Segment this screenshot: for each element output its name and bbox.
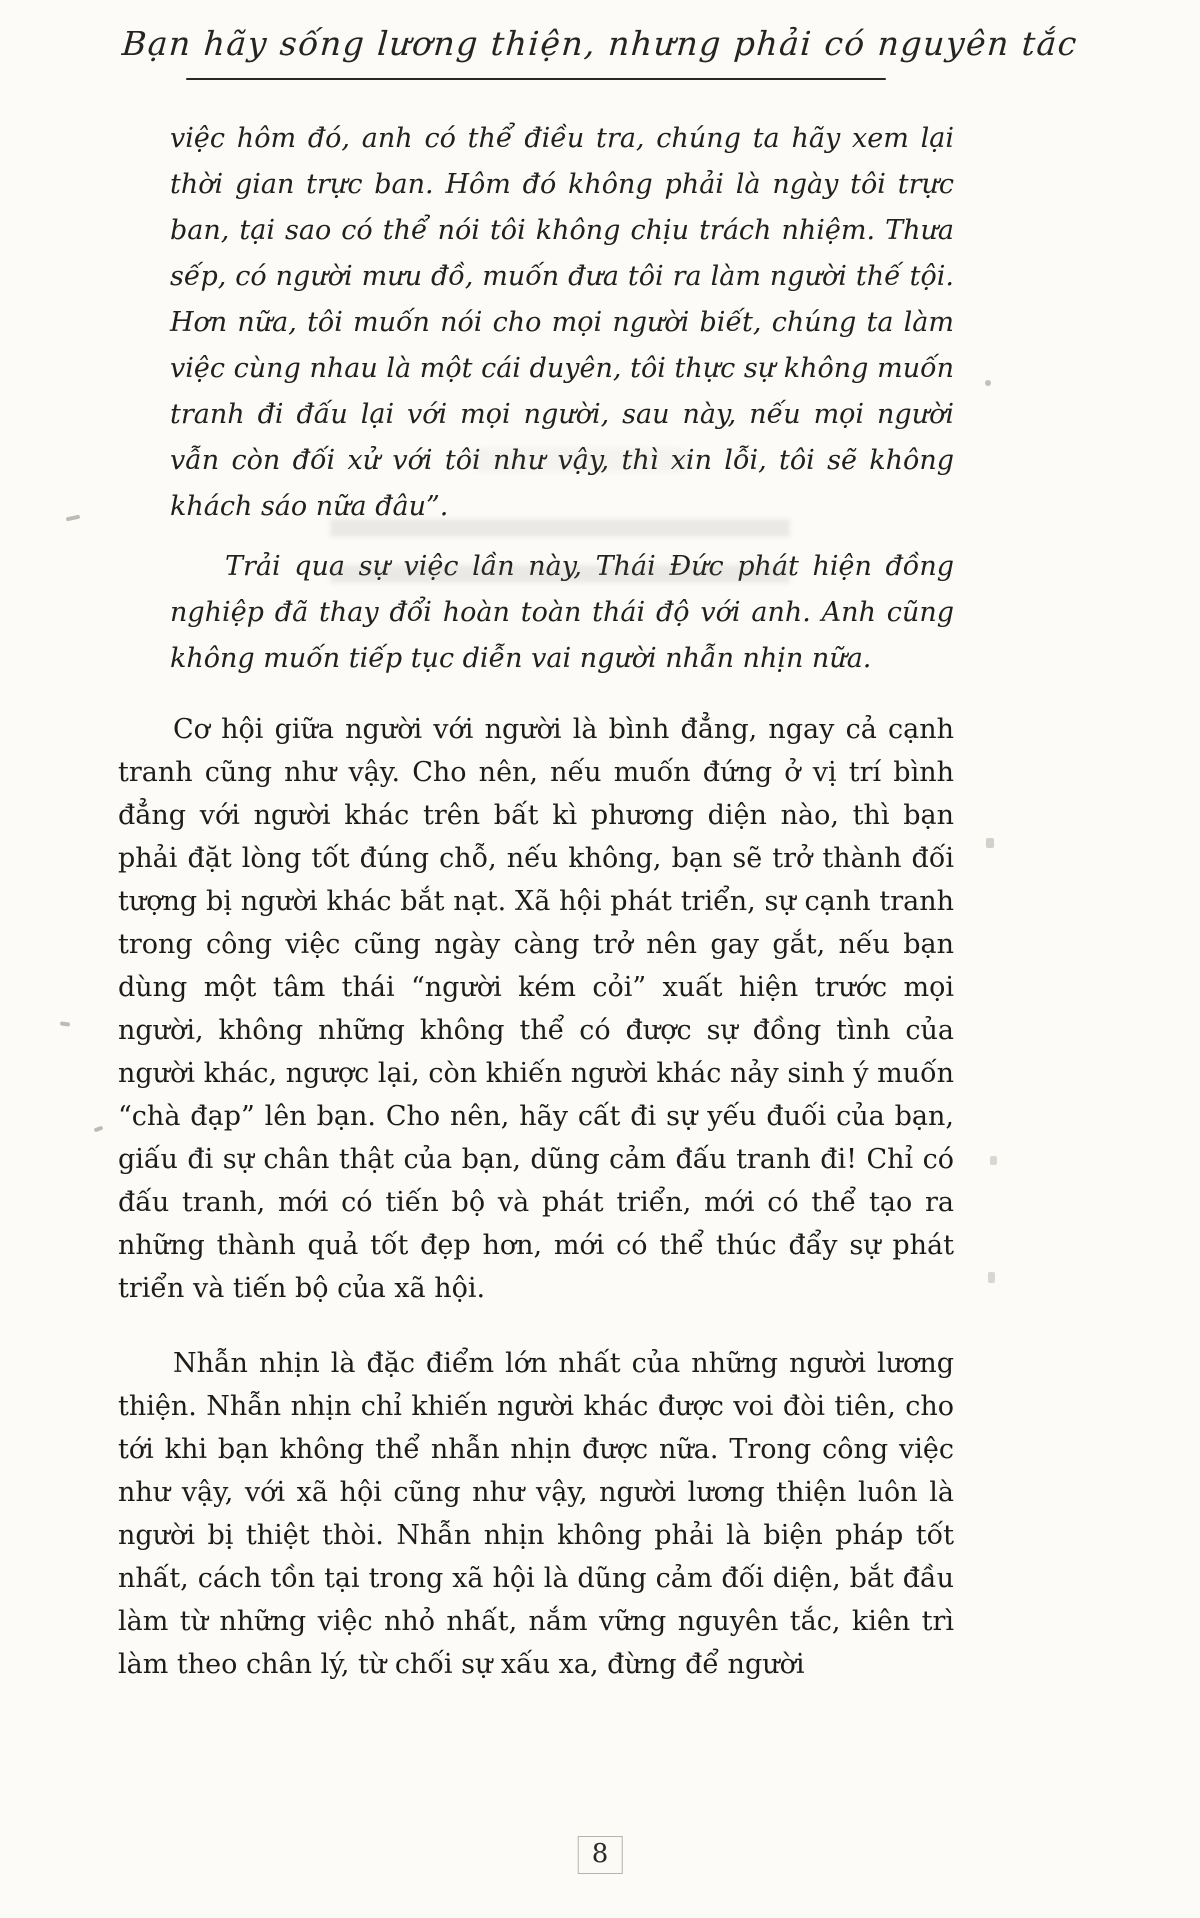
scan-speck: [94, 1126, 104, 1133]
page-number-box: [578, 1836, 623, 1874]
scan-speck: [66, 515, 81, 522]
quote-block: [170, 116, 954, 682]
running-head-title: Bạn hãy sống lương thiện, nhưng phải có nguyên tắc: [120, 24, 1080, 63]
body-paragraph: Nhẫn nhịn là đặc điểm lớn nhất của những người lương thiện. Nhẫn nhịn chỉ khiến người khác được voi đòi tiên, cho tới khi bạn không thể nhẫn nhịn được nữa. Trong công việc như vậy, với xã hội cũng như vậy, người lương thiện luôn là người bị thiệt thòi. Nhẫn nhịn không phải là biện pháp tốt nhất, cách tồn tại trong xã hội là dũng cảm đối diện, bắt đầu làm từ những việc nhỏ nhất, nắm vững nguyên tắc, kiên trì làm theo chân lý, từ chối sự xấu xa, đừng để người: [118, 1348, 954, 1680]
running-head-rule: [186, 78, 886, 80]
scan-speck: [986, 838, 994, 848]
scan-speck: [990, 1156, 997, 1165]
page-number: 8: [591, 1839, 609, 1869]
quote-paragraph: việc hôm đó, anh có thể điều tra, chúng ta hãy xem lại thời gian trực ban. Hôm đó không phải là ngày tôi trực ban, tại sao có thể nói tôi không chịu trách nhiệm. Thưa sếp, có người mưu đồ, muốn đưa tôi ra làm người thế tội. Hơn nữa, tôi muốn nói cho mọi người biết, chúng ta làm việc cùng nhau là một cái duyên, tôi thực sự không muốn tranh đi đấu lại với mọi người, sau này, nếu mọi người vẫn còn đối xử với tôi như vậy, thì xin lỗi, tôi sẽ không khách sáo nữa đâu”.: [170, 123, 954, 522]
body-paragraph: Cơ hội giữa người với người là bình đẳng, ngay cả cạnh tranh cũng như vậy. Cho nên, nếu muốn đứng ở vị trí bình đẳng với người khác trên bất kì phương diện nào, thì bạn phải đặt lòng tốt đúng chỗ, nếu không, bạn sẽ trở thành đối tượng bị người khác bắt nạt. Xã hội phát triển, sự cạnh tranh trong công việc cũng ngày càng trở nên gay gắt, nếu bạn dùng một tâm thái “người kém cỏi” xuất hiện trước mọi người, không những không thể có được sự đồng tình của người khác, ngược lại, còn khiến người khác nảy sinh ý muốn “chà đạp” lên bạn. Cho nên, hãy cất đi sự yếu đuối của bạn, giấu đi sự chân thật của bạn, dũng cảm đấu tranh đi! Chỉ có đấu tranh, mới có tiến bộ và phát triển, mới có thể tạo ra những thành quả tốt đẹp hơn, mới có thể thúc đẩy sự phát triển và tiến bộ của xã hội.: [118, 714, 954, 1304]
scan-speck: [988, 1272, 995, 1283]
quote-paragraph: Trải qua sự việc lần này, Thái Đức phát hiện đồng nghiệp đã thay đổi hoàn toàn thái độ với anh. Anh cũng không muốn tiếp tục diễn vai người nhẫn nhịn nữa.: [170, 551, 954, 674]
page-text-column: [118, 116, 954, 1686]
scan-speck: [60, 1021, 70, 1026]
scan-speck: [985, 380, 991, 386]
